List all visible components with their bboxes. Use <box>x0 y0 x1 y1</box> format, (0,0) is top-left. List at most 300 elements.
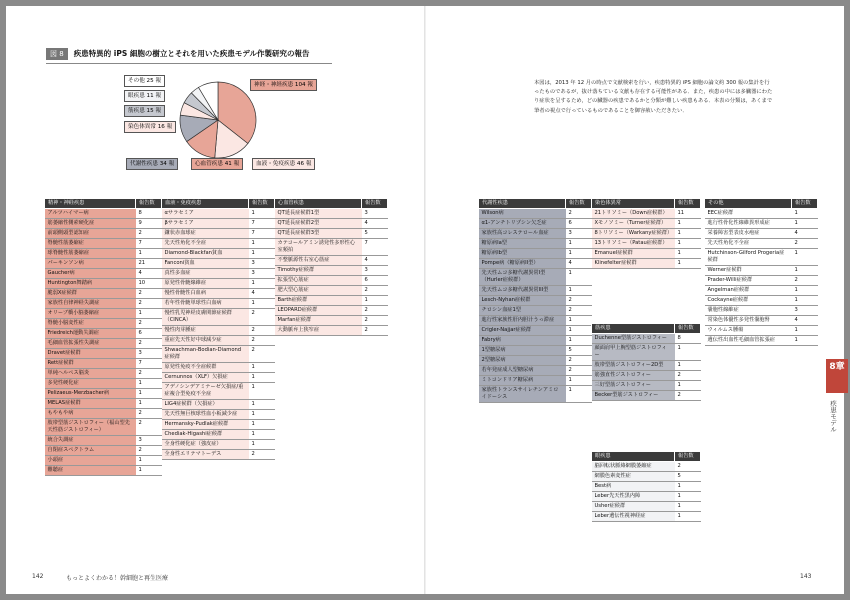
table-header-category: 筋疾患 <box>592 324 675 334</box>
report-count: 2 <box>136 319 162 329</box>
table-row <box>45 299 162 309</box>
report-count: 2 <box>566 209 592 219</box>
disease-name: 原発性免疫不全症候群 <box>162 363 249 373</box>
table-muscle <box>591 323 701 401</box>
disease-name: 三好型筋ジストロフィー <box>592 381 675 391</box>
report-count: 2 <box>566 306 592 316</box>
disease-name: 肢帯型筋ジストロフィー（福山型先天性筋ジストロフィー） <box>45 419 136 436</box>
disease-name: Dravet症候群 <box>45 349 136 359</box>
report-count: 4 <box>792 229 818 239</box>
disease-name: 大動脈弁上狭窄症 <box>275 326 362 336</box>
report-count: 1 <box>566 386 592 403</box>
disease-name: 脊髄小脳変性症 <box>45 319 136 329</box>
report-count: 2 <box>136 229 162 239</box>
page-number-left: 142 <box>32 573 44 580</box>
disease-name: 鎌状赤血球症 <box>162 229 249 239</box>
table-row <box>479 316 592 326</box>
table-row <box>45 409 162 419</box>
table-row <box>705 286 818 296</box>
report-count: 5 <box>362 229 388 239</box>
report-count: 1 <box>675 259 701 269</box>
disease-name: Barth症候群 <box>275 296 362 306</box>
running-title: もっとよくわかる！幹細胞と再生医療 <box>66 575 169 582</box>
disease-name: Cernunnos（XLF）欠損症 <box>162 373 249 383</box>
report-count: 1 <box>792 296 818 306</box>
disease-name: Chediak-Higashi症候群 <box>162 430 249 440</box>
table-row <box>592 391 701 401</box>
table-row <box>705 209 818 219</box>
report-count: 1 <box>675 344 701 361</box>
report-count: 9 <box>136 219 162 229</box>
report-count: 3 <box>792 306 818 316</box>
table-row <box>45 359 162 369</box>
report-count: 1 <box>675 381 701 391</box>
report-count: 1 <box>675 249 701 259</box>
table-row <box>592 381 701 391</box>
table-row <box>45 209 162 219</box>
table-row <box>705 326 818 336</box>
table-row <box>275 316 388 326</box>
table-row <box>162 373 275 383</box>
disease-name: Pelizaeus-Merzbacher病 <box>45 389 136 399</box>
report-count: 2 <box>249 309 275 326</box>
disease-name: 単純ヘルペス脳炎 <box>45 369 136 379</box>
table-row <box>45 436 162 446</box>
table-header-category: 血液・免疫疾患 <box>162 199 249 209</box>
table-row <box>479 219 592 229</box>
table-row <box>162 450 275 460</box>
report-count: 2 <box>566 296 592 306</box>
table-header-count: 報告数 <box>362 199 388 209</box>
report-count: 10 <box>136 279 162 289</box>
table-header-category: その他 <box>705 199 792 209</box>
disease-name: 先天性ムコ多糖代謝異常Ⅰ型（Hurler症候群） <box>479 269 566 286</box>
table-row <box>592 209 701 219</box>
table-row <box>592 371 701 381</box>
disease-name: Usher症候群 <box>592 502 675 512</box>
disease-name: Klinefelter症候群 <box>592 259 675 269</box>
table-chromosome <box>591 198 701 269</box>
report-count: 21 <box>136 259 162 269</box>
disease-name: Xモノソミー（Turner症候群） <box>592 219 675 229</box>
disease-name: 重症先天性好中球減少症 <box>162 336 249 346</box>
table-row <box>275 239 388 256</box>
report-count: 4 <box>566 259 592 269</box>
disease-name: Hermansky-Pudlak症候群 <box>162 420 249 430</box>
report-count: 1 <box>249 400 275 410</box>
table-row <box>162 309 275 326</box>
table-row <box>592 512 701 522</box>
report-count: 2 <box>675 371 701 381</box>
pie-label-chromosome: 染色体異常 16 報 <box>124 121 176 133</box>
table-row <box>45 379 162 389</box>
table-row <box>45 419 162 436</box>
table-row <box>479 229 592 239</box>
table-row <box>45 269 162 279</box>
disease-name: 13トリソミー（Patau症候群） <box>592 239 675 249</box>
table-row <box>705 219 818 229</box>
table-row <box>479 239 592 249</box>
disease-name: 脆弱X症候群 <box>45 289 136 299</box>
table-row <box>45 239 162 249</box>
table-row <box>162 209 275 219</box>
disease-name: 自閉症スペクトラム <box>45 446 136 456</box>
table-row <box>45 399 162 409</box>
disease-name: Marfan症候群 <box>275 316 362 326</box>
disease-name: ウィルムス腫瘍 <box>705 326 792 336</box>
disease-name: 脊髄性筋萎縮症 <box>45 239 136 249</box>
disease-name: βサラセミア <box>162 219 249 229</box>
report-count: 2 <box>249 346 275 363</box>
table-header-count: 報告数 <box>675 199 701 209</box>
disease-name: 難聴症 <box>45 466 136 476</box>
disease-name: 慢性骨髄性白血病 <box>162 289 249 299</box>
table-row <box>45 466 162 476</box>
disease-name: Gaucher病 <box>45 269 136 279</box>
report-count: 3 <box>136 436 162 446</box>
report-count: 6 <box>566 219 592 229</box>
report-count: 1 <box>249 209 275 219</box>
table-eye <box>591 451 701 522</box>
table-row <box>45 279 162 289</box>
table-row <box>479 269 592 286</box>
table-row <box>45 309 162 319</box>
table-row <box>479 306 592 316</box>
disease-name: 家族性高コレステロール血症 <box>479 229 566 239</box>
gutter-shadow <box>424 6 426 594</box>
table-row <box>162 219 275 229</box>
report-count: 1 <box>675 219 701 229</box>
table-row <box>275 326 388 336</box>
table-header-category: 心血管疾患 <box>275 199 362 209</box>
table-other <box>704 198 818 346</box>
disease-name: アデノシンデアミナーゼ欠損症/重症複合型免疫不全症 <box>162 383 249 400</box>
report-count: 1 <box>136 379 162 389</box>
report-count: 1 <box>249 430 275 440</box>
report-count: 1 <box>566 316 592 326</box>
disease-name: αサラセミア <box>162 209 249 219</box>
report-count: 5 <box>566 346 592 356</box>
disease-name: 進行性家族性肝内胆汁うっ滞症 <box>479 316 566 326</box>
report-count: 2 <box>136 409 162 419</box>
report-count: 1 <box>566 326 592 336</box>
disease-name: 全身性エリテマトーデス <box>162 450 249 460</box>
table-row <box>275 306 388 316</box>
report-count: 1 <box>249 420 275 430</box>
disease-name: 8トリソミー（Warkany症候群） <box>592 229 675 239</box>
table-header-category: 精神・神経疾患 <box>45 199 136 209</box>
table-row <box>162 363 275 373</box>
disease-name: 原発性骨髄線維症 <box>162 279 249 289</box>
figure-rule <box>46 63 332 64</box>
report-count: 1 <box>249 410 275 420</box>
table-row <box>592 344 701 361</box>
report-count: 1 <box>249 299 275 309</box>
report-count: 1 <box>566 376 592 386</box>
report-count: 8 <box>136 209 162 219</box>
table-header-count: 報告数 <box>792 199 818 209</box>
disease-name: Fanconi貧血 <box>162 259 249 269</box>
table-header-count: 報告数 <box>249 199 275 209</box>
table-row <box>479 376 592 386</box>
table-row <box>705 266 818 276</box>
report-count: 1 <box>792 209 818 219</box>
pie-label-other: その他 25 報 <box>124 75 165 87</box>
report-count: 1 <box>675 361 701 371</box>
disease-name: 全身性硬化症（強皮症） <box>162 440 249 450</box>
table-row <box>275 229 388 239</box>
report-count: 3 <box>362 209 388 219</box>
report-count: 2 <box>362 286 388 296</box>
report-count: 3 <box>566 229 592 239</box>
table-row <box>592 229 701 239</box>
disease-name: 筋強直性ジストロフィー <box>592 371 675 381</box>
table-row <box>45 289 162 299</box>
disease-name: 筋萎縮性側索硬化症 <box>45 219 136 229</box>
table-row <box>45 329 162 339</box>
report-count: 1 <box>136 249 162 259</box>
table-row <box>592 219 701 229</box>
report-count: 2 <box>362 316 388 326</box>
table-header-category: 眼疾患 <box>592 452 675 462</box>
table-row <box>705 306 818 316</box>
table-row <box>592 334 701 344</box>
figure-title: 疾患特異的 iPS 細胞の樹立とそれを用いた疾患モデル作製研究の報告 <box>73 49 310 58</box>
report-count: 2 <box>566 366 592 376</box>
report-count: 8 <box>675 334 701 344</box>
report-count: 2 <box>362 326 388 336</box>
disease-name: Leber先天性黒内障 <box>592 492 675 502</box>
disease-name: Hutchinson-Gilford Progeria症候群 <box>705 249 792 266</box>
report-count: 7 <box>136 359 162 369</box>
disease-name: 多発性硬化症 <box>45 379 136 389</box>
table-row <box>592 361 701 371</box>
table-row <box>275 209 388 219</box>
report-count: 1 <box>249 239 275 249</box>
disease-name: α1-アンチトリプシン欠乏症 <box>479 219 566 229</box>
disease-name: 拡張型心筋症 <box>275 276 362 286</box>
table-row <box>45 229 162 239</box>
disease-name: 先天性角化不全症 <box>162 239 249 249</box>
disease-name: 家族性トランスサイレチンアミロイドーシス <box>479 386 566 403</box>
table-row <box>45 389 162 399</box>
table-header-count: 報告数 <box>675 452 701 462</box>
disease-name: 若年発症成人型糖尿病 <box>479 366 566 376</box>
table-row <box>479 386 592 403</box>
report-count: 1 <box>566 286 592 296</box>
table-row <box>592 462 701 472</box>
disease-name: Pompe病（糖原病II型） <box>479 259 566 269</box>
table-row <box>592 239 701 249</box>
report-count: 6 <box>136 329 162 339</box>
table-row <box>479 259 592 269</box>
disease-name: 2型糖尿病 <box>479 356 566 366</box>
table-row <box>275 256 388 266</box>
report-count: 1 <box>566 249 592 259</box>
disease-name: Best病 <box>592 482 675 492</box>
disease-name: 遺伝性出血性毛細血管拡張症 <box>705 336 792 346</box>
pie-label-muscle: 筋疾患 15 報 <box>124 105 165 117</box>
report-count: 2 <box>249 326 275 336</box>
disease-name: QT延長症候群2型 <box>275 219 362 229</box>
table-row <box>162 239 275 249</box>
table-row <box>162 299 275 309</box>
page-spread <box>6 6 844 594</box>
disease-name: 先天性角化不全症 <box>705 239 792 249</box>
disease-name: 21トリソミー（Down症候群） <box>592 209 675 219</box>
report-count: 3 <box>136 349 162 359</box>
report-count: 1 <box>249 440 275 450</box>
disease-name: 不整脈源性右室心筋症 <box>275 256 362 266</box>
report-count: 1 <box>136 456 162 466</box>
disease-name: EEC症候群 <box>705 209 792 219</box>
disease-name: Angelman症候群 <box>705 286 792 296</box>
disease-name: 嚢胞性線維症 <box>705 306 792 316</box>
table-row <box>162 400 275 410</box>
table-row <box>45 369 162 379</box>
report-count: 1 <box>792 336 818 346</box>
table-blood <box>161 198 275 460</box>
table-row <box>479 366 592 376</box>
table-metabolic <box>478 198 592 403</box>
report-count: 4 <box>362 219 388 229</box>
disease-name: 慢性肉芽腫症 <box>162 326 249 336</box>
table-row <box>592 259 701 269</box>
disease-name: 慢性乳児神経皮膚関節症候群（CINCA） <box>162 309 249 326</box>
report-count: 7 <box>249 219 275 229</box>
disease-name: 先天性無巨核球性血小板減少症 <box>162 410 249 420</box>
disease-name: 常染色体優性多発性嚢胞腎 <box>705 316 792 326</box>
report-count: 6 <box>362 276 388 286</box>
table-row <box>275 276 388 286</box>
table-row <box>705 336 818 346</box>
report-count: 1 <box>249 363 275 373</box>
disease-name: Crigler-Najjar症候群 <box>479 326 566 336</box>
disease-name: 真性多血症 <box>162 269 249 279</box>
disease-name: 先天性ムコ多糖代謝異常III型 <box>479 286 566 296</box>
table-row <box>275 219 388 229</box>
table-header-count: 報告数 <box>136 199 162 209</box>
report-count: 1 <box>675 229 701 239</box>
report-count: 2 <box>249 450 275 460</box>
table-row <box>162 420 275 430</box>
report-count: 2 <box>249 336 275 346</box>
disease-name: 1型糖尿病 <box>479 346 566 356</box>
table-row <box>162 289 275 299</box>
disease-name: Leber遺伝性視神経症 <box>592 512 675 522</box>
report-count: 2 <box>136 289 162 299</box>
table-row <box>45 249 162 259</box>
disease-name: Friedreich運動失調症 <box>45 329 136 339</box>
disease-name: 統合失調症 <box>45 436 136 446</box>
table-row <box>275 266 388 276</box>
report-count: 2 <box>136 339 162 349</box>
report-count: 11 <box>675 209 701 219</box>
report-count: 3 <box>362 266 388 276</box>
report-count: 1 <box>136 309 162 319</box>
report-count: 1 <box>566 269 592 286</box>
disease-name: アルツハイマー病 <box>45 209 136 219</box>
report-count: 3 <box>249 269 275 279</box>
table-row <box>162 229 275 239</box>
disease-name: ミトコンドリア糖尿病 <box>479 376 566 386</box>
report-count: 1 <box>792 286 818 296</box>
disease-name: Shwachman-Bodian-Diamond症候群 <box>162 346 249 363</box>
report-count: 2 <box>362 306 388 316</box>
disease-name: Duchenne型筋ジストロフィー <box>592 334 675 344</box>
pie-label-cardio: 心血管疾患 41 報 <box>191 158 243 170</box>
table-row <box>275 286 388 296</box>
report-count: 1 <box>792 249 818 266</box>
report-count: 1 <box>249 279 275 289</box>
disease-name: QT延長症候群3型 <box>275 229 362 239</box>
page-number-right: 143 <box>800 573 812 580</box>
table-row <box>479 286 592 296</box>
disease-name: Fabry病 <box>479 336 566 346</box>
disease-name: 糖原病Ib型 <box>479 249 566 259</box>
table-row <box>162 430 275 440</box>
pie-label-eye: 眼疾患 11 報 <box>124 90 165 102</box>
table-row <box>479 296 592 306</box>
report-count: 1 <box>675 492 701 502</box>
figure-note: 本図は，2013 年 12 月の時点で文献検索を行い，疾患特異的 iPS 細胞の論文約 300 報の集計を行ったものであるが，抜け落ちている文献も存在する可能性がある．また，疾患の中には多臓器にわたり症状を呈するため，どの臓器の疾患であるかと分類が難しい疾患もある．本表の分類は，あくまで筆者の視点で行っているものであることを御容赦いただきたい． <box>534 80 773 114</box>
table-row <box>45 219 162 229</box>
table-row <box>705 239 818 249</box>
report-count: 3 <box>249 259 275 269</box>
table-row <box>45 259 162 269</box>
pie-label-blood: 血液・免疫疾患 46 報 <box>252 158 315 170</box>
disease-name: QT延長症候群1型 <box>275 209 362 219</box>
disease-name: Cockayne症候群 <box>705 296 792 306</box>
report-count: 2 <box>136 299 162 309</box>
report-count: 4 <box>249 289 275 299</box>
report-count: 1 <box>675 482 701 492</box>
table-neuro <box>44 198 162 476</box>
disease-name: Diamond-Blackfan貧血 <box>162 249 249 259</box>
table-row <box>592 492 701 502</box>
report-count: 1 <box>792 326 818 336</box>
report-count: 1 <box>249 373 275 383</box>
table-row <box>162 279 275 289</box>
report-count: 2 <box>566 356 592 366</box>
disease-name: 糖原病Ia型 <box>479 239 566 249</box>
report-count: 1 <box>249 249 275 259</box>
figure-header <box>46 47 310 60</box>
table-row <box>592 482 701 492</box>
table-row <box>592 502 701 512</box>
disease-name: 肢帯型筋ジストロフィー2D型 <box>592 361 675 371</box>
table-row <box>479 336 592 346</box>
table-header-category: 代謝性疾患 <box>479 199 566 209</box>
report-count: 7 <box>136 239 162 249</box>
disease-name: もやもや病 <box>45 409 136 419</box>
report-count: 1 <box>136 389 162 399</box>
report-count: 2 <box>136 419 162 436</box>
table-row <box>479 209 592 219</box>
report-count: 2 <box>792 276 818 286</box>
report-count: 1 <box>249 383 275 400</box>
disease-name: Becker型筋ジストロフィー <box>592 391 675 401</box>
disease-name: 進行性骨化性線維異形成症 <box>705 219 792 229</box>
report-count: 1 <box>566 239 592 249</box>
report-count: 5 <box>675 472 701 482</box>
report-count: 2 <box>675 462 701 472</box>
report-count: 1 <box>136 399 162 409</box>
report-count: 7 <box>249 229 275 239</box>
report-count: 1 <box>675 502 701 512</box>
report-count: 1 <box>792 219 818 229</box>
disease-name: Timothy症候群 <box>275 266 362 276</box>
